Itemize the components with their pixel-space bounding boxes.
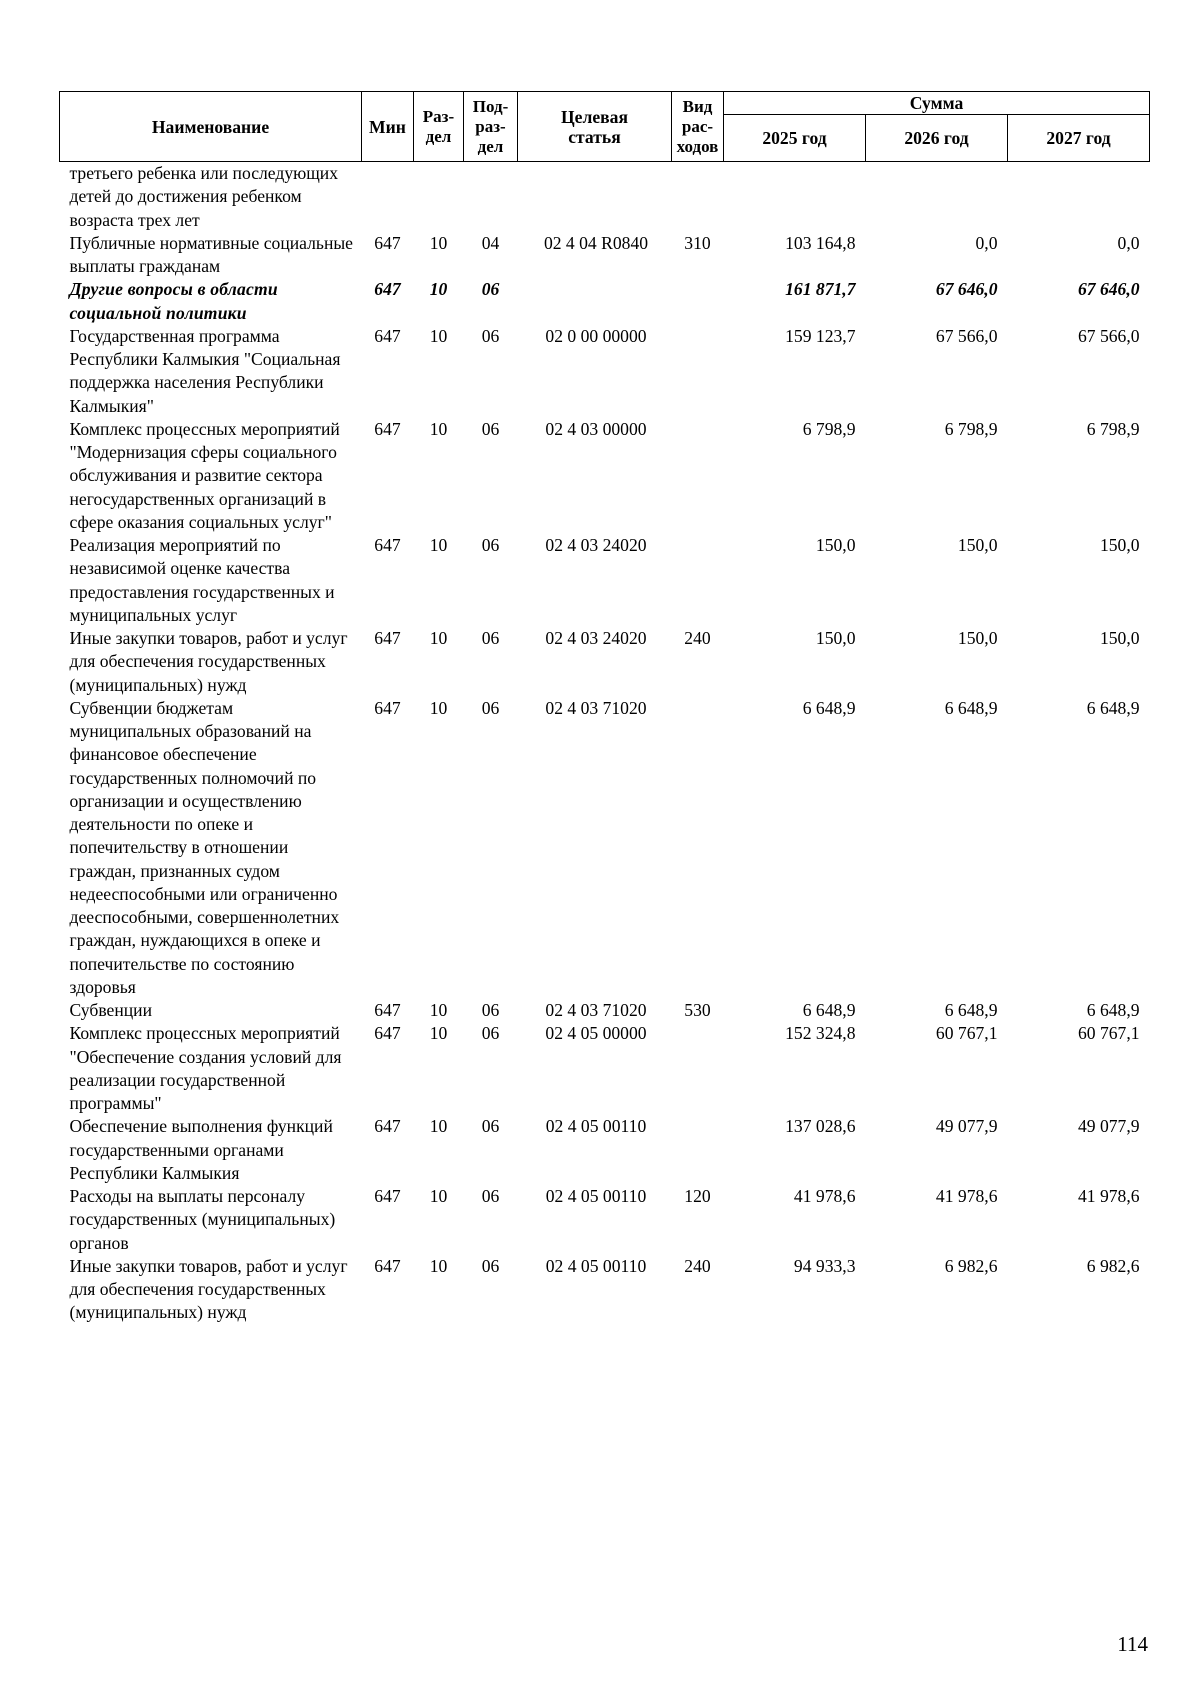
cell-name-text: Комплекс процессных мероприятий "Обеспечение создания условий для реализации государственной программы" [69,1023,342,1113]
cell-podrazdel [464,1185,518,1255]
cell-sum-2027-text: 41 978,6 [1077,1186,1140,1206]
cell-vid-rashodov-text: 120 [684,1186,711,1206]
cell-razdel [414,534,464,627]
header-min: Мин [362,92,414,162]
cell-sum-2027-text: 6 982,6 [1086,1255,1140,1276]
cell-celevaya-statya [518,627,672,697]
cell-razdel-text: 10 [429,1186,448,1206]
cell-name [60,697,362,999]
cell-min [362,1255,414,1325]
cell-name [60,534,362,627]
cell-sum-2025 [724,325,866,418]
cell-podrazdel-text: 06 [481,1186,500,1206]
cell-name-text: Публичные нормативные социальные выплаты гражданам [69,232,353,276]
cell-razdel-text: 10 [429,697,448,718]
cell-sum-2025 [724,999,866,1022]
cell-sum-2027 [1008,627,1150,697]
cell-sum-2026-text: 67 646,0 [935,279,998,300]
cell-name [60,1022,362,1115]
cell-sum-2025-text: 152 324,8 [785,1023,856,1044]
cell-razdel-text: 10 [429,232,448,253]
cell-name-text: Субвенции бюджетам муниципальных образований на финансовое обеспечение государственных полномочий по организации и осуществлению деятельности по опеке и попечительству в отношении граждан, признанных судом недееспособными или ограниченно дееспособными, совершеннолетних граждан, нуждающихся в опеке и попечительстве по состоянию здоровья [69,697,340,997]
cell-min [362,627,414,697]
cell-razdel [414,1185,464,1255]
cell-sum-2027 [1008,232,1150,279]
cell-celevaya-statya [518,1022,672,1115]
cell-celevaya-statya [518,999,672,1022]
cell-min [362,1185,414,1255]
cell-min [362,1022,414,1115]
cell-min-text: 647 [374,1255,401,1276]
cell-vid-rashodov [672,325,724,418]
cell-vid-rashodov [672,232,724,279]
cell-sum-2026 [866,325,1008,418]
cell-podrazdel-text: 06 [481,1023,500,1044]
cell-celevaya-statya [518,232,672,279]
cell-min [362,278,414,325]
cell-sum-2026-text: 6 798,9 [944,418,998,439]
cell-sum-2026 [866,232,1008,279]
cell-vid-rashodov-text: 240 [684,628,711,648]
cell-celevaya-statya [518,534,672,627]
cell-sum-2025 [724,697,866,999]
cell-celevaya-statya-text: 02 4 03 71020 [545,1000,647,1020]
cell-sum-2026 [866,162,1008,232]
cell-name-text: Другие вопросы в области социальной политики [69,279,278,323]
cell-name [60,1115,362,1185]
cell-razdel-text: 10 [429,418,448,439]
cell-min-text: 647 [374,628,401,648]
cell-sum-2026-text: 60 767,1 [935,1023,998,1044]
cell-name [60,278,362,325]
table-row [60,1185,1150,1255]
cell-sum-2027 [1008,1115,1150,1185]
cell-podrazdel-text: 06 [481,418,500,439]
cell-podrazdel [464,697,518,999]
cell-sum-2025 [724,418,866,534]
cell-celevaya-statya [518,697,672,999]
cell-podrazdel-text: 06 [481,279,500,300]
cell-vid-rashodov-text: 310 [684,232,711,253]
table-row [60,232,1150,279]
cell-sum-2026 [866,999,1008,1022]
cell-razdel-text: 10 [429,1023,448,1044]
cell-podrazdel [464,1255,518,1325]
table-row [60,697,1150,999]
cell-sum-2025-text: 150,0 [815,628,856,648]
cell-sum-2025-text: 161 871,7 [785,279,856,300]
cell-sum-2026-text: 6 648,9 [944,1000,998,1020]
cell-vid-rashodov [672,162,724,232]
cell-celevaya-statya [518,1115,672,1185]
cell-vid-rashodov [672,1185,724,1255]
cell-name-text: Государственная программа Республики Калмыкия "Социальная поддержка населения Республики Калмыкия" [69,325,341,416]
cell-razdel [414,325,464,418]
table-header [60,92,1150,162]
cell-celevaya-statya-text: 02 4 03 24020 [545,628,647,648]
header-year-2025: 2025 год [724,115,866,162]
table-row [60,1115,1150,1185]
cell-sum-2025 [724,162,866,232]
cell-podrazdel [464,999,518,1022]
header-celevaya [518,92,672,162]
cell-min [362,697,414,999]
cell-sum-2027 [1008,999,1150,1022]
table-row [60,627,1150,697]
cell-min-text: 647 [374,279,401,300]
header-summa: Сумма [724,92,1150,115]
cell-sum-2026-text: 41 978,6 [935,1186,998,1206]
cell-celevaya-statya-text: 02 4 04 R0840 [543,232,649,253]
cell-razdel [414,278,464,325]
cell-celevaya-statya [518,418,672,534]
header-podrazdel-text: Под- раз- дел [472,96,509,156]
cell-sum-2027 [1008,418,1150,534]
cell-sum-2026 [866,1022,1008,1115]
page-number: 114 [1117,1632,1148,1656]
cell-vid-rashodov [672,418,724,534]
cell-min-text: 647 [374,232,401,253]
cell-razdel-text: 10 [429,628,448,648]
cell-podrazdel-text: 06 [481,1116,500,1137]
cell-sum-2025-text: 6 648,9 [802,697,856,718]
cell-razdel-text: 10 [429,1116,448,1137]
cell-sum-2027 [1008,697,1150,999]
cell-sum-2025 [724,1185,866,1255]
cell-sum-2026-text: 6 982,6 [944,1255,998,1276]
cell-sum-2026-text: 0,0 [975,232,998,253]
cell-name [60,627,362,697]
table-row [60,278,1150,325]
cell-name-text: Обеспечение выполнения функций государственными органами Республики Калмыкия [69,1116,333,1183]
cell-min [362,325,414,418]
header-razdel [414,92,464,162]
header-celevaya-text: Целевая статья [561,106,628,147]
table-row [60,999,1150,1022]
cell-sum-2027 [1008,1255,1150,1325]
cell-sum-2027 [1008,534,1150,627]
cell-celevaya-statya [518,325,672,418]
cell-podrazdel-text: 04 [481,232,500,253]
cell-name [60,1185,362,1255]
cell-sum-2025-text: 159 123,7 [785,325,856,346]
cell-sum-2027 [1008,278,1150,325]
cell-razdel [414,1115,464,1185]
cell-sum-2025 [724,534,866,627]
cell-sum-2025 [724,1115,866,1185]
cell-celevaya-statya [518,278,672,325]
cell-sum-2027-text: 6 648,9 [1086,1000,1140,1020]
header-year-2027: 2027 год [1008,115,1150,162]
budget-table [59,91,1150,1325]
cell-sum-2025-text: 103 164,8 [785,232,856,253]
cell-name-text: Комплекс процессных мероприятий "Модернизация сферы социального обслуживания и развитие сектора негосударственных организаций в сфере оказания социальных услуг" [69,418,340,532]
cell-razdel [414,232,464,279]
cell-celevaya-statya-text: 02 4 03 00000 [545,418,647,439]
cell-name [60,232,362,279]
cell-vid-rashodov [672,1255,724,1325]
cell-razdel [414,418,464,534]
cell-sum-2026 [866,534,1008,627]
cell-sum-2027-text: 60 767,1 [1077,1023,1140,1044]
cell-name-text: Расходы на выплаты персоналу государственных (муниципальных) органов [69,1186,336,1253]
cell-sum-2026 [866,1115,1008,1185]
cell-min-text: 647 [374,418,401,439]
header-vid-text: Вид рас- ходов [676,96,719,156]
table-row [60,534,1150,627]
cell-name [60,1255,362,1325]
cell-min [362,162,414,232]
header-vid [672,92,724,162]
cell-celevaya-statya [518,1255,672,1325]
cell-podrazdel-text: 06 [481,325,500,346]
cell-min-text: 647 [374,697,401,718]
cell-sum-2026 [866,418,1008,534]
cell-podrazdel-text: 06 [481,535,500,555]
cell-name-text: третьего ребенка или последующих детей до достижения ребенком возраста трех лет [69,163,339,230]
header-year-2026: 2026 год [866,115,1008,162]
cell-sum-2025-text: 137 028,6 [785,1116,856,1137]
cell-sum-2025 [724,1022,866,1115]
cell-vid-rashodov [672,627,724,697]
cell-name [60,325,362,418]
cell-sum-2027-text: 6 798,9 [1086,418,1140,439]
cell-sum-2026-text: 150,0 [957,535,998,555]
cell-vid-rashodov-text: 240 [684,1255,711,1276]
cell-celevaya-statya-text: 02 4 03 71020 [545,697,647,718]
cell-sum-2026-text: 67 566,0 [935,325,998,346]
cell-sum-2026 [866,278,1008,325]
cell-name-text: Иные закупки товаров, работ и услуг для обеспечения государственных (муниципальных) нужд [69,1255,348,1323]
table-row [60,162,1150,232]
cell-min [362,1115,414,1185]
cell-min [362,232,414,279]
cell-podrazdel [464,1115,518,1185]
cell-podrazdel [464,232,518,279]
cell-sum-2027-text: 6 648,9 [1086,697,1140,718]
cell-podrazdel [464,418,518,534]
cell-podrazdel [464,534,518,627]
cell-razdel-text: 10 [429,325,448,346]
cell-razdel [414,1255,464,1325]
cell-sum-2025-text: 41 978,6 [793,1186,856,1206]
cell-min-text: 647 [374,1023,401,1044]
cell-razdel [414,697,464,999]
cell-celevaya-statya-text: 02 4 05 00110 [545,1255,647,1276]
cell-celevaya-statya-text: 02 0 00 00000 [545,325,647,346]
cell-podrazdel-text: 06 [481,1255,500,1276]
cell-min-text: 647 [374,1116,401,1137]
cell-sum-2026 [866,627,1008,697]
cell-sum-2026-text: 150,0 [957,628,998,648]
cell-sum-2025-text: 94 933,3 [793,1255,856,1276]
cell-sum-2027-text: 67 566,0 [1077,325,1140,346]
cell-min-text: 647 [374,1186,401,1206]
header-podrazdel [464,92,518,162]
cell-celevaya-statya-text: 02 4 05 00110 [545,1186,647,1206]
cell-celevaya-statya-text: 02 4 05 00000 [545,1023,647,1044]
cell-vid-rashodov [672,1115,724,1185]
cell-celevaya-statya [518,1185,672,1255]
cell-sum-2025-text: 6 648,9 [802,1000,856,1020]
cell-vid-rashodov [672,534,724,627]
cell-razdel [414,999,464,1022]
cell-sum-2027 [1008,1022,1150,1115]
header-razdel-text: Раз- дел [422,106,455,146]
cell-sum-2025 [724,627,866,697]
cell-sum-2025-text: 6 798,9 [802,418,856,439]
cell-min-text: 647 [374,325,401,346]
cell-sum-2026 [866,697,1008,999]
cell-podrazdel [464,278,518,325]
cell-sum-2027-text: 150,0 [1099,535,1140,555]
cell-vid-rashodov [672,1022,724,1115]
table-row [60,325,1150,418]
cell-sum-2027 [1008,1185,1150,1255]
cell-podrazdel-text: 06 [481,628,500,648]
cell-celevaya-statya-text: 02 4 03 24020 [545,535,647,555]
cell-name [60,162,362,232]
cell-sum-2025 [724,278,866,325]
cell-sum-2027-text: 49 077,9 [1077,1116,1140,1137]
cell-min [362,418,414,534]
cell-sum-2027 [1008,325,1150,418]
cell-sum-2025-text: 150,0 [815,535,856,555]
table-body [60,162,1150,1325]
cell-podrazdel [464,627,518,697]
cell-razdel [414,162,464,232]
cell-celevaya-statya [518,162,672,232]
cell-sum-2027-text: 150,0 [1099,628,1140,648]
cell-razdel-text: 10 [429,535,448,555]
cell-sum-2025 [724,1255,866,1325]
cell-sum-2026 [866,1185,1008,1255]
cell-sum-2027 [1008,162,1150,232]
cell-min-text: 647 [374,1000,401,1020]
header-name: Наименование [60,92,362,162]
cell-razdel-text: 10 [429,1255,448,1276]
table-row [60,1255,1150,1325]
cell-podrazdel [464,1022,518,1115]
cell-name [60,418,362,534]
cell-podrazdel-text: 06 [481,697,500,718]
cell-sum-2026-text: 6 648,9 [944,697,998,718]
cell-razdel-text: 10 [429,1000,448,1020]
cell-sum-2026 [866,1255,1008,1325]
cell-vid-rashodov [672,697,724,999]
cell-vid-rashodov [672,999,724,1022]
cell-sum-2027-text: 0,0 [1117,232,1140,253]
cell-podrazdel-text: 06 [481,1000,500,1020]
cell-sum-2026-text: 49 077,9 [935,1116,998,1137]
cell-vid-rashodov-text: 530 [684,1000,711,1020]
cell-celevaya-statya-text: 02 4 05 00110 [545,1116,647,1137]
cell-razdel-text: 10 [429,279,448,300]
cell-min [362,999,414,1022]
cell-name-text: Субвенции [69,1000,152,1020]
cell-sum-2025 [724,232,866,279]
cell-min [362,534,414,627]
cell-razdel [414,1022,464,1115]
table-row [60,418,1150,534]
cell-min-text: 647 [374,535,401,555]
cell-razdel [414,627,464,697]
cell-vid-rashodov [672,278,724,325]
cell-name-text: Реализация мероприятий по независимой оценке качества предоставления государственных и муниципальных услуг [69,535,335,625]
cell-sum-2027-text: 67 646,0 [1077,279,1140,300]
cell-name [60,999,362,1022]
table-row [60,1022,1150,1115]
cell-podrazdel [464,325,518,418]
cell-name-text: Иные закупки товаров, работ и услуг для обеспечения государственных (муниципальных) нужд [69,628,348,695]
cell-podrazdel [464,162,518,232]
